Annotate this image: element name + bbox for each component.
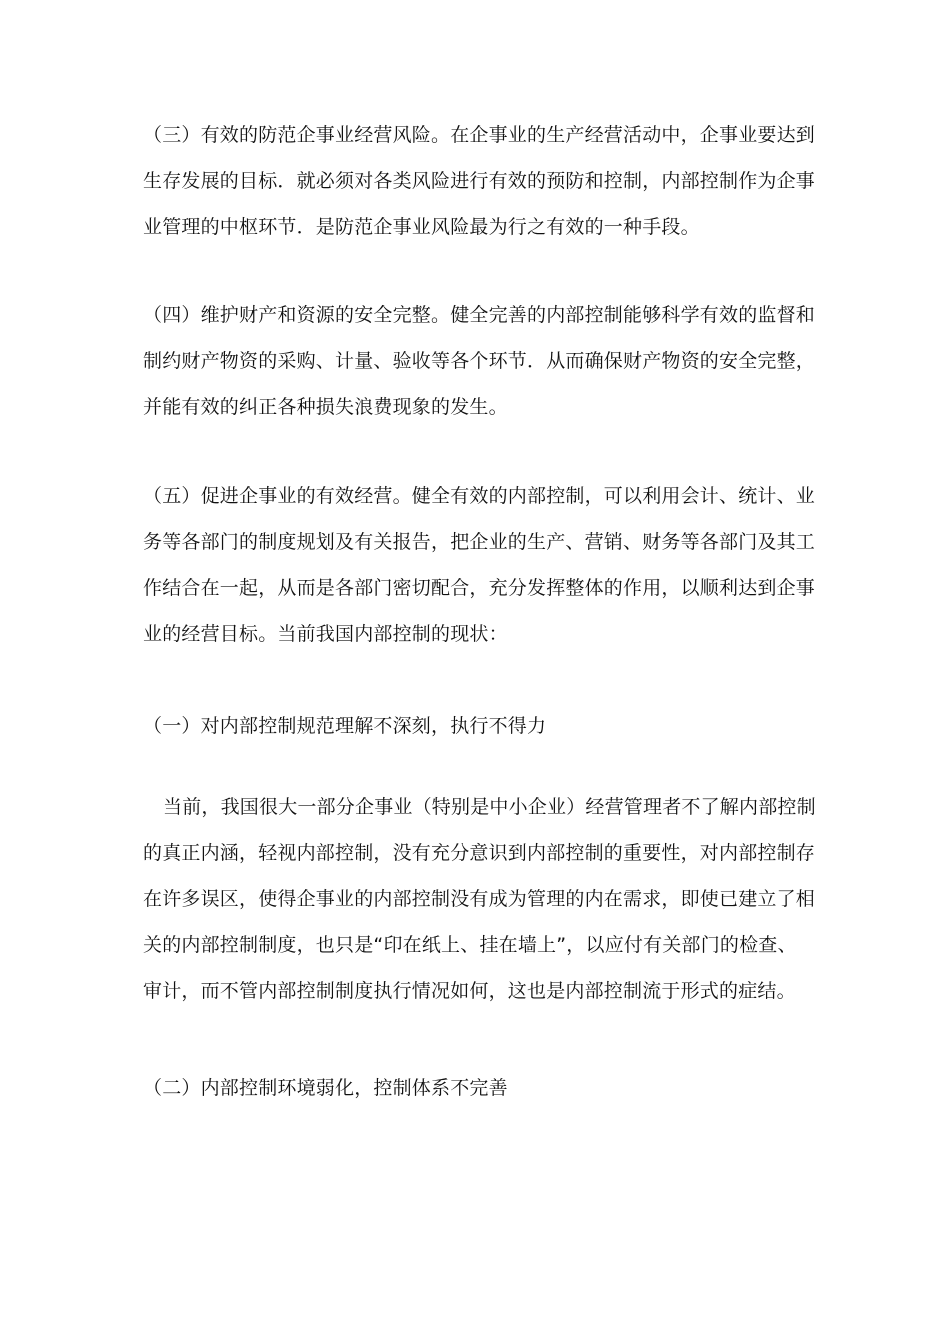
text-line: 生存发展的目标．就必须对各类风险进行有效的预防和控制，内部控制作为企事 xyxy=(143,170,816,192)
text-line: 在许多误区，使得企事业的内部控制没有成为管理的内在需求，即使已建立了相 xyxy=(143,888,816,910)
text-line: 务等各部门的制度规划及有关报告，把企业的生产、营销、财务等各部门及其工 xyxy=(143,531,816,553)
text-line: 业的经营目标。当前我国内部控制的现状： xyxy=(143,623,508,645)
paragraph-asset-safety xyxy=(143,292,816,430)
text-line: 业管理的中枢环节．是防范企事业风险最为行之有效的一种手段。 xyxy=(143,216,700,238)
heading-understanding xyxy=(143,703,813,749)
text-line: （五）促进企事业的有效经营。健全有效的内部控制，可以利用会计、统计、业 xyxy=(143,485,816,507)
text-line: （四）维护财产和资源的安全完整。健全完善的内部控制能够科学有效的监督和 xyxy=(143,304,816,326)
text-line: 制约财产物资的采购、计量、验收等各个环节．从而确保财产物资的安全完整， xyxy=(143,350,816,372)
paragraph-effective-operation xyxy=(143,473,816,657)
text-line: 审计，而不管内部控制制度执行情况如何，这也是内部控制流于形式的症结。 xyxy=(143,980,796,1002)
section-heading: （一）对内部控制规范理解不深刻，执行不得力 xyxy=(143,715,547,737)
section-heading: （二）内部控制环境弱化，控制体系不完善 xyxy=(143,1077,508,1099)
heading-control-environment xyxy=(143,1065,813,1111)
text-line: 当前，我国很大一部分企事业（特别是中小企业）经营管理者不了解内部控制 xyxy=(163,796,816,818)
paragraph-current-status xyxy=(143,784,816,1014)
text-line: 的真正内涵，轻视内部控制，没有充分意识到内部控制的重要性，对内部控制存 xyxy=(143,842,816,864)
paragraph-risk-prevention xyxy=(143,112,816,250)
text-line: 关的内部控制制度，也只是“印在纸上、挂在墙上”，以应付有关部门的检查、 xyxy=(143,934,797,956)
text-line: 作结合在一起，从而是各部门密切配合，充分发挥整体的作用，以顺利达到企事 xyxy=(143,577,816,599)
text-line: （三）有效的防范企事业经营风险。在企事业的生产经营活动中，企事业要达到 xyxy=(143,124,816,146)
text-line: 并能有效的纠正各种损失浪费现象的发生。 xyxy=(143,396,508,418)
